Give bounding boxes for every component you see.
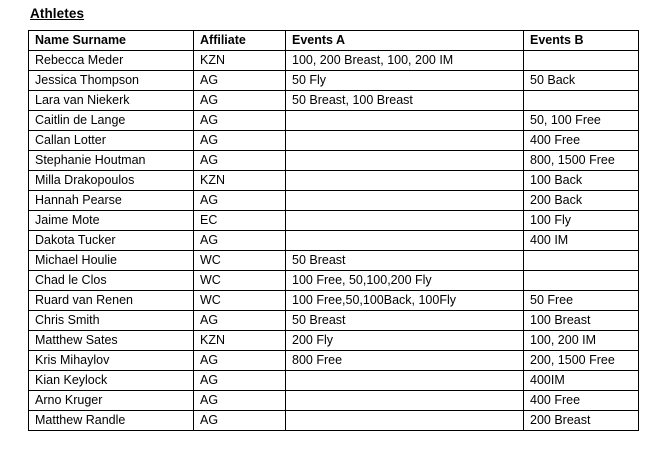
cell-affiliate: AG <box>194 411 286 431</box>
cell-events_b: 50 Free <box>524 291 639 311</box>
cell-events_b: 800, 1500 Free <box>524 151 639 171</box>
cell-events_b: 400 IM <box>524 231 639 251</box>
cell-events_a: 50 Breast <box>286 251 524 271</box>
cell-events_b: 50, 100 Free <box>524 111 639 131</box>
cell-affiliate: AG <box>194 391 286 411</box>
athletes-table <box>28 30 639 431</box>
cell-events_a <box>286 171 524 191</box>
cell-affiliate: WC <box>194 251 286 271</box>
cell-events_b: 400 Free <box>524 391 639 411</box>
table-row <box>29 211 639 231</box>
cell-affiliate: AG <box>194 351 286 371</box>
cell-events_a: 100 Free,50,100Back, 100Fly <box>286 291 524 311</box>
cell-events_a <box>286 111 524 131</box>
cell-events_b: 400 Free <box>524 131 639 151</box>
page-title: Athletes <box>30 6 85 21</box>
cell-name: Matthew Sates <box>29 331 194 351</box>
column-header-events-b: Events B <box>524 31 639 51</box>
cell-affiliate: AG <box>194 71 286 91</box>
table-row <box>29 391 639 411</box>
cell-name: Michael Houlie <box>29 251 194 271</box>
cell-events_b: 400IM <box>524 371 639 391</box>
table-header-row <box>29 31 639 51</box>
cell-events_b: 200 Back <box>524 191 639 211</box>
cell-events_a <box>286 151 524 171</box>
cell-affiliate: AG <box>194 311 286 331</box>
cell-affiliate: AG <box>194 231 286 251</box>
cell-events_b: 50 Back <box>524 71 639 91</box>
cell-name: Kris Mihaylov <box>29 351 194 371</box>
table-row <box>29 291 639 311</box>
table-row <box>29 71 639 91</box>
column-header-name: Name Surname <box>29 31 194 51</box>
cell-name: Rebecca Meder <box>29 51 194 71</box>
table-row <box>29 371 639 391</box>
cell-events_a: 200 Fly <box>286 331 524 351</box>
cell-name: Hannah Pearse <box>29 191 194 211</box>
table-row <box>29 231 639 251</box>
cell-events_b <box>524 51 639 71</box>
cell-events_b: 100 Breast <box>524 311 639 331</box>
cell-events_a <box>286 191 524 211</box>
cell-events_a <box>286 231 524 251</box>
cell-affiliate: AG <box>194 131 286 151</box>
cell-name: Callan Lotter <box>29 131 194 151</box>
cell-affiliate: KZN <box>194 51 286 71</box>
cell-affiliate: AG <box>194 111 286 131</box>
table-row <box>29 91 639 111</box>
cell-name: Kian Keylock <box>29 371 194 391</box>
cell-affiliate: AG <box>194 151 286 171</box>
cell-events_a <box>286 391 524 411</box>
table-row <box>29 331 639 351</box>
cell-events_b: 100, 200 IM <box>524 331 639 351</box>
cell-name: Milla Drakopoulos <box>29 171 194 191</box>
cell-affiliate: WC <box>194 291 286 311</box>
cell-affiliate: KZN <box>194 171 286 191</box>
table-row <box>29 171 639 191</box>
cell-affiliate: KZN <box>194 331 286 351</box>
cell-affiliate: AG <box>194 91 286 111</box>
table-row <box>29 151 639 171</box>
cell-affiliate: AG <box>194 191 286 211</box>
cell-events_a <box>286 131 524 151</box>
cell-affiliate: AG <box>194 371 286 391</box>
cell-events_a <box>286 211 524 231</box>
table-row <box>29 311 639 331</box>
table-row <box>29 51 639 71</box>
cell-events_a: 50 Fly <box>286 71 524 91</box>
cell-events_b <box>524 251 639 271</box>
cell-name: Jaime Mote <box>29 211 194 231</box>
table-row <box>29 131 639 151</box>
cell-name: Stephanie Houtman <box>29 151 194 171</box>
cell-name: Caitlin de Lange <box>29 111 194 131</box>
cell-affiliate: EC <box>194 211 286 231</box>
cell-events_b: 200 Breast <box>524 411 639 431</box>
cell-events_a: 100 Free, 50,100,200 Fly <box>286 271 524 291</box>
table-row <box>29 411 639 431</box>
table-row <box>29 251 639 271</box>
cell-events_b: 200, 1500 Free <box>524 351 639 371</box>
cell-name: Chad le Clos <box>29 271 194 291</box>
cell-events_b: 100 Fly <box>524 211 639 231</box>
column-header-affiliate: Affiliate <box>194 31 286 51</box>
table-header <box>29 31 639 51</box>
cell-name: Lara van Niekerk <box>29 91 194 111</box>
cell-events_b <box>524 271 639 291</box>
cell-name: Dakota Tucker <box>29 231 194 251</box>
cell-name: Ruard van Renen <box>29 291 194 311</box>
cell-name: Chris Smith <box>29 311 194 331</box>
cell-name: Jessica Thompson <box>29 71 194 91</box>
cell-events_b <box>524 91 639 111</box>
table-row <box>29 271 639 291</box>
cell-events_b: 100 Back <box>524 171 639 191</box>
column-header-events-a: Events A <box>286 31 524 51</box>
cell-events_a: 100, 200 Breast, 100, 200 IM <box>286 51 524 71</box>
cell-events_a: 50 Breast, 100 Breast <box>286 91 524 111</box>
cell-name: Arno Kruger <box>29 391 194 411</box>
cell-events_a: 800 Free <box>286 351 524 371</box>
cell-events_a <box>286 411 524 431</box>
table-row <box>29 351 639 371</box>
cell-events_a <box>286 371 524 391</box>
cell-name: Matthew Randle <box>29 411 194 431</box>
table-row <box>29 111 639 131</box>
table-row <box>29 191 639 211</box>
cell-affiliate: WC <box>194 271 286 291</box>
table-body <box>29 51 639 431</box>
cell-events_a: 50 Breast <box>286 311 524 331</box>
